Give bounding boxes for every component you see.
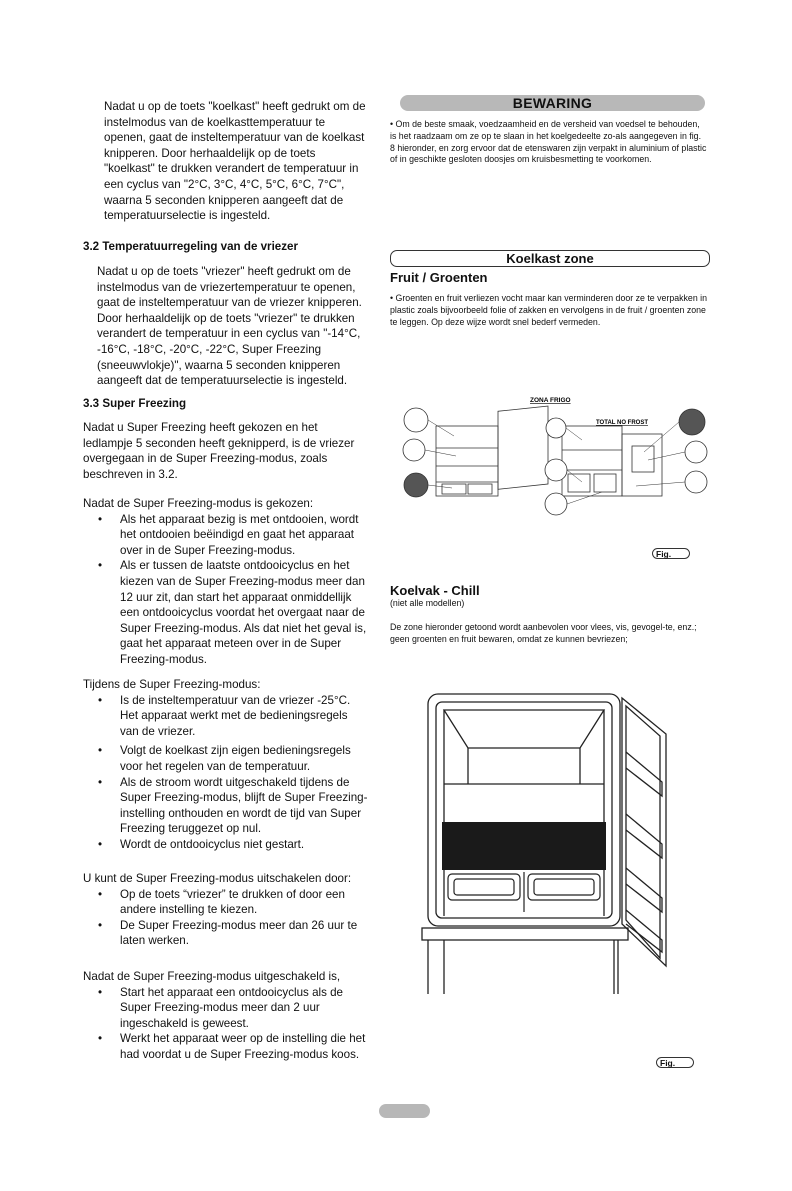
page-number-tab [379,1104,430,1118]
fridge-left-illustration [436,406,548,496]
section-3-2-text: Nadat u op de toets "vriezer" heeft gedrukt om de instelmodus van de vriezertemperatuur te openen, gaat de insteltemperatuur van de vriezer knipperen. Door herhaaldelijk op de toets "vriezer" te drukken verandert de temperatuur in een cyclus van "-14°C, -16°C, -18°C, -20°C, -22°C, Super Freezing (sneeuwvlokje)", waarna 5 seconden knipperen aangeeft dat de temperatuurselectie is ingesteld. [97,265,362,388]
section-3-3-title: 3.3 Super Freezing [83,397,187,410]
fridge-zone-bar: Koelkast zone [390,250,710,267]
disable-block [83,871,368,949]
chill-compartment [442,822,606,870]
food-icon [403,408,707,515]
list-item: • Wordt de ontdooicyclus niet gestart. [98,837,368,853]
fruit-paragraph: • Groenten en fruit verliezen vocht maar kan verminderen door ze te verpakken in plastic zoals bijvoorbeeld folie of zakken en vervolgens in de fruit / groenten zone te leggen. Op deze wijze wordt snel bederf vermeden. [390,293,707,327]
list-item: • Is de insteltemperatuur van de vriezer -25°C. Het apparaat werkt met de bedieningsregels van de vriezer. [98,693,368,740]
chill-subheading: (niet alle modellen) [390,598,465,608]
section-3-3-text: Nadat u Super Freezing heeft gekozen en het ledlampje 5 seconden heeft geknipperd, is de vriezer overgegaan in de Super Freezing-modus, zoals beschreven in 3.2. [83,421,355,481]
section-3-2-title: 3.2 Temperatuurregeling van de vriezer [83,240,298,253]
zona-frigo-label: ZONA FRIGO [530,397,571,404]
after-disable-lead: Nadat de Super Freezing-modus uitgeschakeld is, [83,970,341,983]
list-item: • Als het apparaat bezig is met ontdooien, wordt het ontdooien beëindigd en gaat het apparaat over in de Super Freezing-modus. [98,512,368,559]
fridge-setting-paragraph: Nadat u op de toets "koelkast" heeft gedrukt om de instelmodus van de koelkasttemperatuur te openen, gaat de insteltemperatuur van de koelkast knipperen. Door herhaaldelijk op de toets "koelkast" te drukken verandert de temperatuur in een cyclus van "2°C, 3°C, 4°C, 5°C, 6°C, 7°C", waarna 5 seconden knipperen aangeeft dat de temperatuurselectie is ingesteld. [104,100,366,223]
storage-banner: BEWARING [400,95,705,111]
during-lead: Tijdens de Super Freezing-modus: [83,678,261,691]
after-select-block [83,496,368,668]
figure-label: Fig. [656,1057,694,1068]
list-item: • Op de toets “vriezer” te drukken of door een andere instelling te kiezen. [98,887,368,918]
list-item: • Als de stroom wordt uitgeschakeld tijdens de Super Freezing-modus, blijft de Super Freezing-instelling onthouden en wordt de tijd van Super Freezing teruggezet op nul. [98,775,368,837]
after-select-lead: Nadat de Super Freezing-modus is gekozen: [83,497,314,510]
during-block [83,677,368,853]
chill-paragraph: De zone hieronder getoond wordt aanbevolen voor vlees, vis, gevogel-te, enz.; geen groenten en fruit bewaren, omdat ze kunnen bevriezen; [390,622,697,644]
after-disable-block [83,969,368,1063]
total-no-frost-label: TOTAL NO FROST [596,420,648,426]
fridge-chill-figure [408,688,708,1004]
chill-heading: Koelvak - Chill [390,583,480,598]
list-item: • Als er tussen de laatste ontdooicyclus en het kiezen van de Super Freezing-modus meer dan 12 uur zit, dan start het apparaat onmiddellijk een ontdooicyclus voordat het overgaat naar de Super Freezing-modus. Als dat niet het geval is, gaat het apparaat meteen over in de Super Freezing-modus. [98,558,368,667]
list-item: • De Super Freezing-modus meer dan 26 uur te laten werken. [98,918,368,949]
list-item: • Volgt de koelkast zijn eigen bedieningsregels voor het regelen van de temperatuur. [98,743,368,774]
figure-label: Fig. [652,548,690,559]
storage-paragraph: • Om de beste smaak, voedzaamheid en de versheid van voedsel te behouden, is het raadzaam om ze op te slaan in het koelgedeelte zo-als aangegeven in fig. 8 hieronder, en zorg ervoor dat de etenswaren zijn verpakt in aluminium of plastic of in geschikte gesloten doosjes om kruisbesmetting te voorkomen. [390,119,707,165]
fruit-vegetables-heading: Fruit / Groenten [390,270,488,285]
list-item: • Start het apparaat een ontdooicyclus als de Super Freezing-modus meer dan 2 uur ingeschakeld is geweest. [98,985,368,1032]
list-item: • Werkt het apparaat weer op de instelling die het had voordat u de Super Freezing-modus koos. [98,1031,368,1062]
disable-lead: U kunt de Super Freezing-modus uitschakelen door: [83,872,352,885]
fridge-zones-figure [396,390,716,518]
